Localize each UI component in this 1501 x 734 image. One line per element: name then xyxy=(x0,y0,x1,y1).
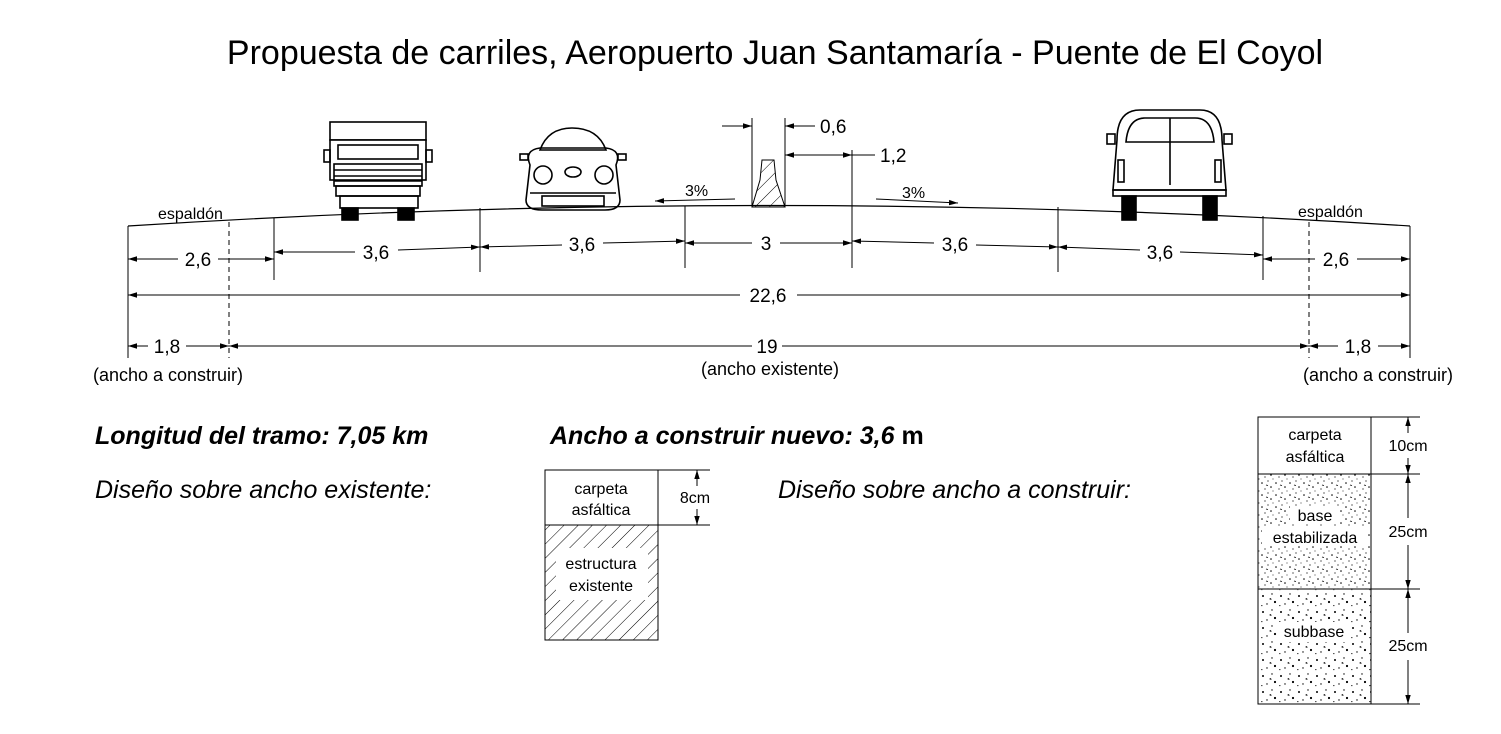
total-width-dimension xyxy=(128,286,1410,307)
road-profile xyxy=(128,205,1410,358)
new-design-label: Diseño sobre ancho a construir: xyxy=(778,476,1131,504)
lane-width-6: 3,6 xyxy=(1146,243,1174,264)
new-width-summary: Ancho a construir nuevo: 3,6 m xyxy=(550,422,924,450)
page-title: Propuesta de carriles, Aeropuerto Juan Santamaría - Puente de El Coyol xyxy=(226,34,1324,72)
lane-width-3: 3,6 xyxy=(568,235,596,256)
total-width-label: 22,6 xyxy=(749,286,787,307)
existing-pavement-layers xyxy=(545,470,710,640)
lane-dimensions xyxy=(128,234,1410,271)
lane-width-7: 2,6 xyxy=(1322,250,1350,271)
lane-width-4: 3 xyxy=(760,234,772,255)
existing-design-label: Diseño sobre ancho existente: xyxy=(95,476,432,504)
new-width-left-label: 1,8 xyxy=(153,337,181,358)
existing-asphalt-line2: asfáltica xyxy=(571,502,631,519)
new-subbase-label: subbase xyxy=(1283,624,1345,641)
length-summary: Longitud del tramo: 7,05 km xyxy=(95,422,429,450)
new-base-line1: base xyxy=(1297,508,1333,525)
new-width-right-caption: (ancho a construir) xyxy=(1302,365,1454,385)
existing-asphalt-thickness: 8cm xyxy=(679,490,711,507)
existing-structure-line2: existente xyxy=(568,578,634,595)
car-icon xyxy=(520,128,626,210)
new-width-right-label: 1,8 xyxy=(1344,337,1372,358)
lane-width-1: 2,6 xyxy=(184,250,212,271)
new-asphalt-line1: carpeta xyxy=(1288,427,1342,444)
existing-asphalt-line1: carpeta xyxy=(574,481,628,498)
van-icon xyxy=(1107,110,1232,220)
new-subbase-thickness: 25cm xyxy=(1388,638,1428,655)
new-asphalt-thickness: 10cm xyxy=(1388,438,1428,455)
construction-widths xyxy=(93,337,1453,385)
shoulder-left-label: espaldón xyxy=(158,206,223,223)
new-pavement-layers xyxy=(1258,417,1428,704)
existing-width-caption: (ancho existente) xyxy=(700,359,840,379)
new-base-line2: estabilizada xyxy=(1272,530,1358,547)
truck-icon xyxy=(324,122,432,220)
new-width-left-caption: (ancho a construir) xyxy=(92,365,244,385)
shoulder-right-label: espaldón xyxy=(1298,204,1363,221)
slope-right-label: 3% xyxy=(902,185,926,202)
existing-width-label: 19 xyxy=(756,337,778,358)
lane-width-5: 3,6 xyxy=(941,235,969,256)
slope-left-label: 3% xyxy=(685,183,709,200)
median-barrier xyxy=(722,117,906,207)
slope-indicators xyxy=(655,183,958,203)
existing-structure-line1: estructura xyxy=(565,556,637,573)
median-offset-label: 1,2 xyxy=(880,146,907,167)
new-base-thickness: 25cm xyxy=(1388,524,1428,541)
new-asphalt-line2: asfáltica xyxy=(1285,449,1345,466)
lane-width-2: 3,6 xyxy=(362,243,390,264)
barrier-width-label: 0,6 xyxy=(820,117,847,138)
